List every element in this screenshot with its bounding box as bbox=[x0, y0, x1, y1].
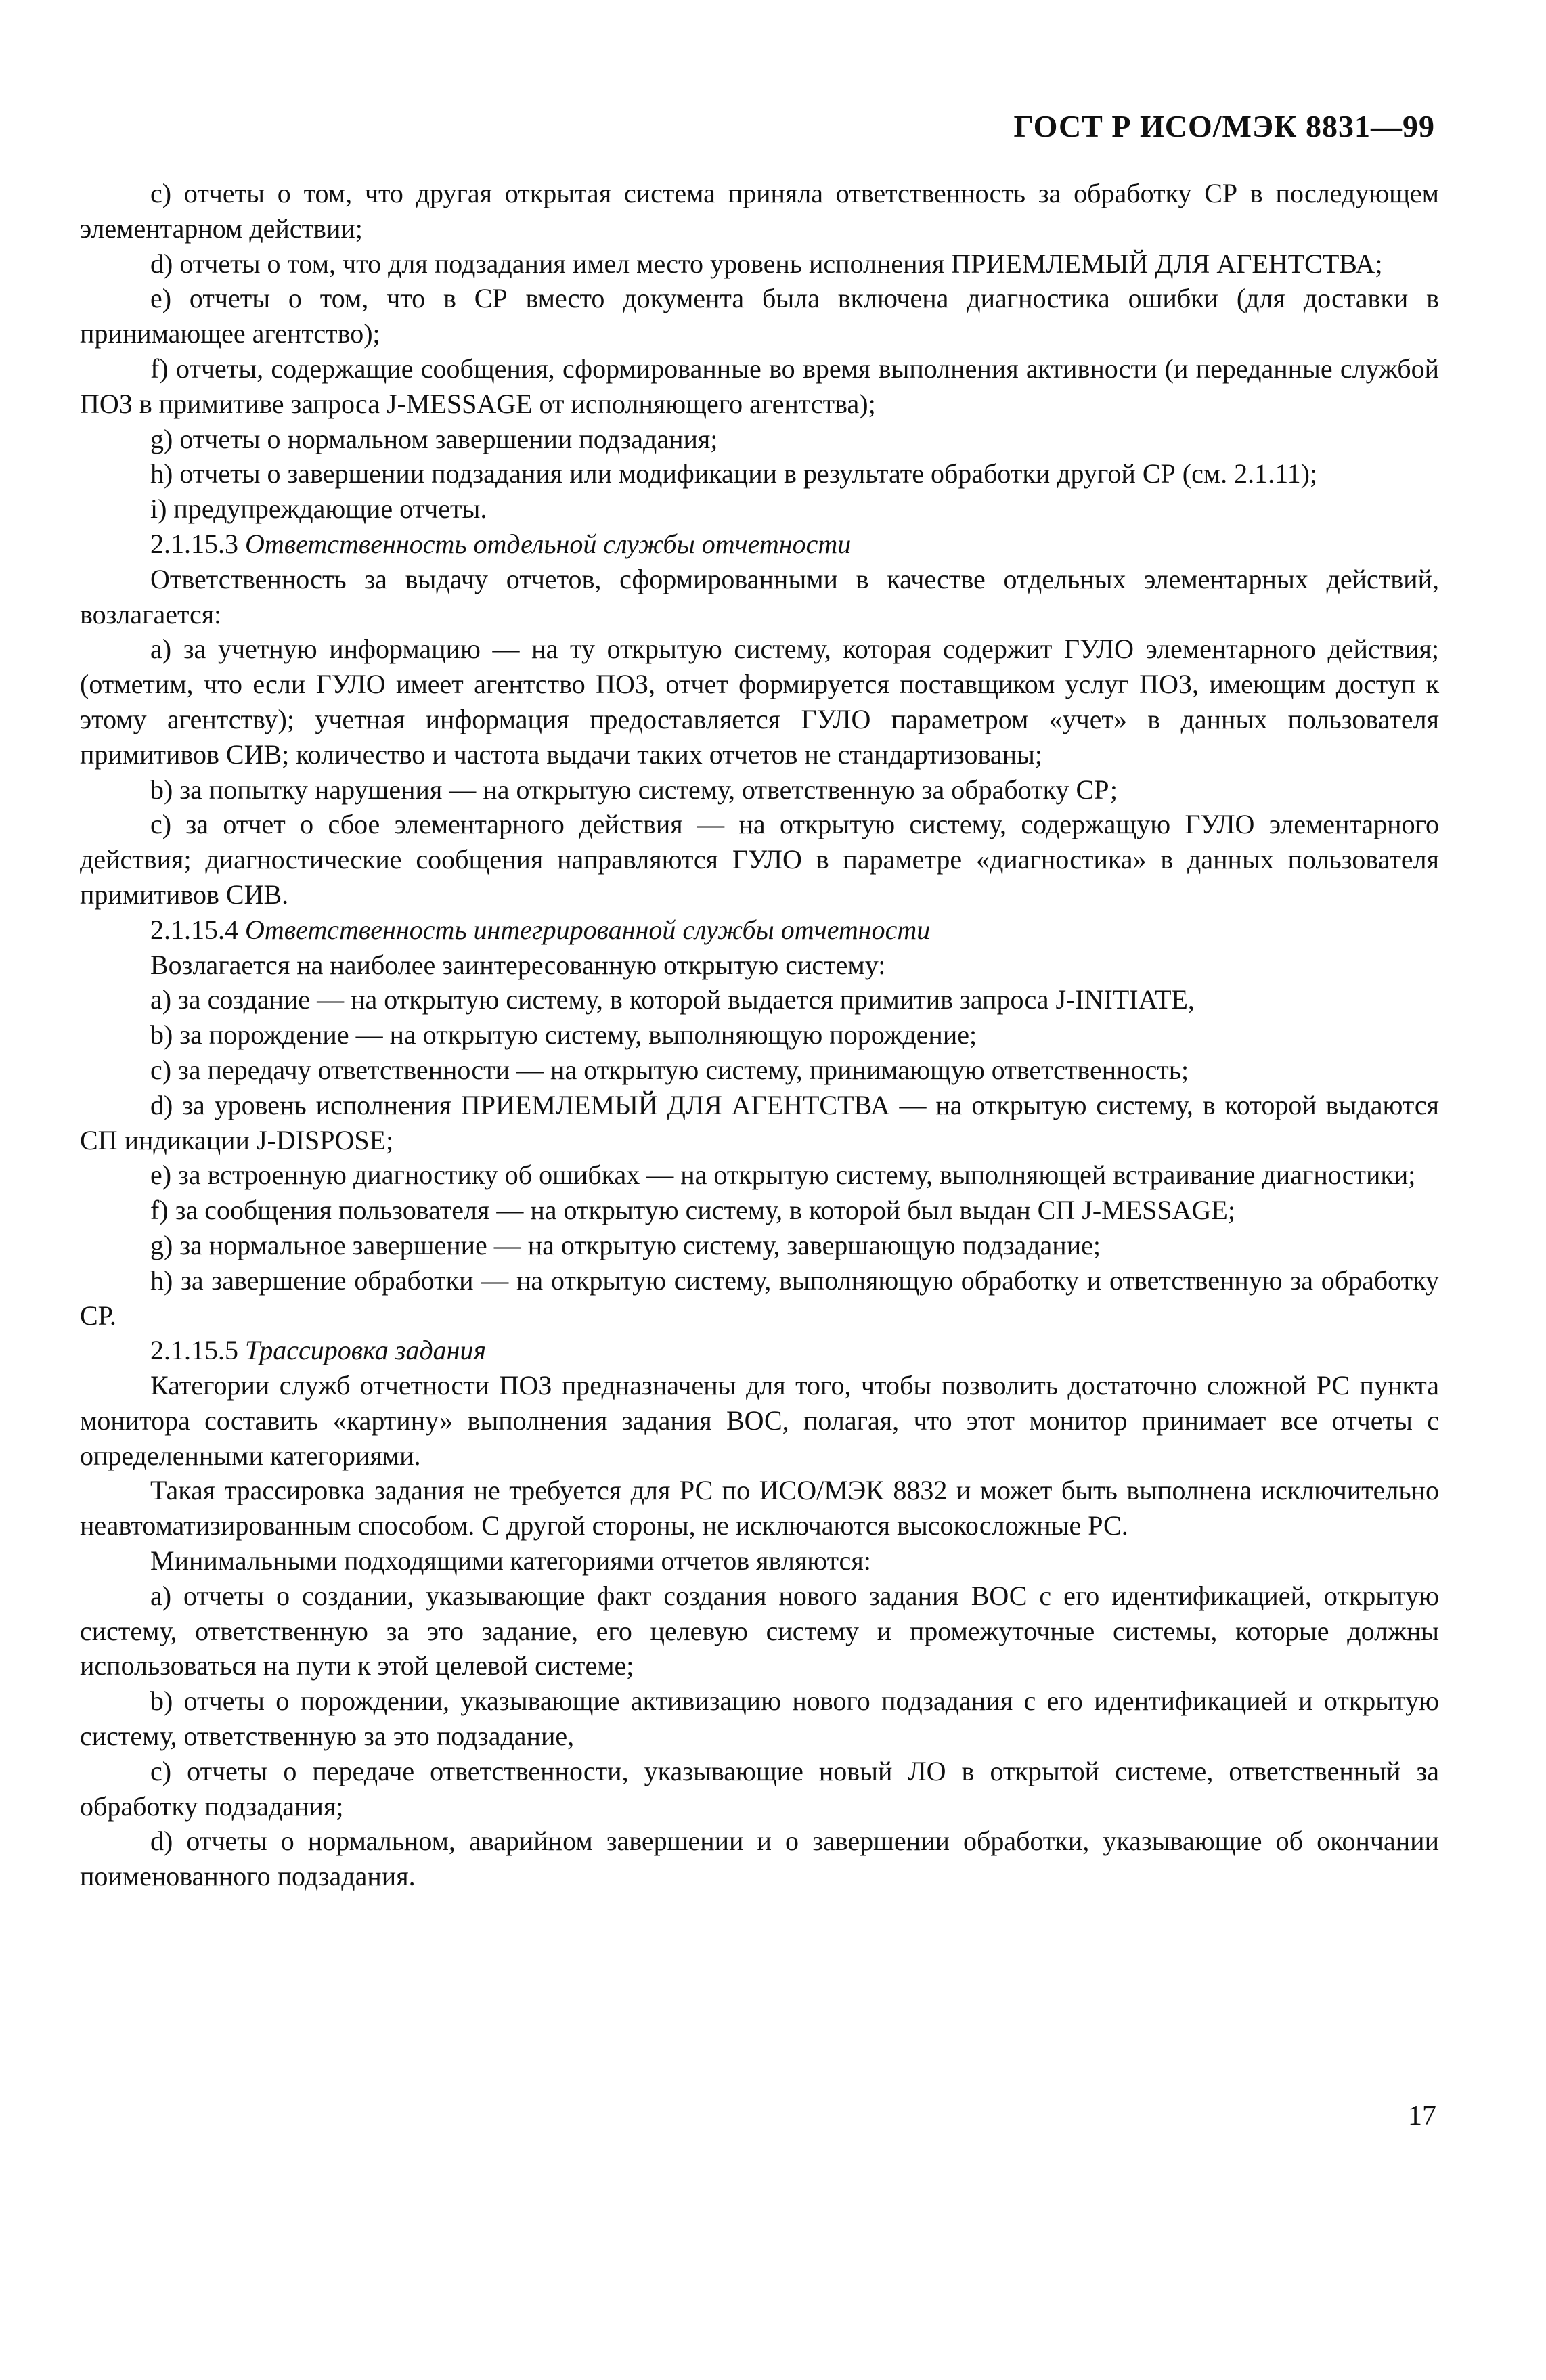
section-heading bbox=[80, 912, 1439, 948]
paragraph: h) отчеты о завершении подзадания или модификации в результате обработки другой СР (см. 2.1.11); bbox=[150, 458, 1318, 489]
paragraph: g) за нормальное завершение — на открытую систему, завершающую подзадание; bbox=[150, 1229, 1101, 1260]
paragraph: d) за уровень исполнения ПРИЕМЛЕМЫЙ ДЛЯ АГЕНТСТВА — на открытую систему, в которой выдаются СП индикации J-DISPOSE; bbox=[80, 1089, 1439, 1155]
paragraph: f) отчеты, содержащие сообщения, сформированные во время выполнения активности (и переданные службой ПОЗ в примитиве запроса J-MESSAGE от исполняющего агентства); bbox=[80, 353, 1439, 419]
paragraph: f) за сообщения пользователя — на открытую систему, в которой был выдан СП J-MESSAGE; bbox=[150, 1195, 1235, 1226]
section-title: Трассировка задания bbox=[245, 1335, 487, 1366]
paragraph: Возлагается на наиболее заинтересованную открытую систему: bbox=[150, 949, 886, 980]
page-header-standard-title: ГОСТ Р ИСО/МЭК 8831—99 bbox=[1013, 109, 1435, 144]
section-title: Ответственность отдельной службы отчетности bbox=[245, 528, 852, 559]
paragraph: h) за завершение обработки — на открытую систему, выполняющую обработку и ответственную за обработку СР. bbox=[80, 1264, 1439, 1331]
section-number: 2.1.15.3 bbox=[150, 528, 238, 559]
body-text bbox=[80, 176, 1439, 1894]
paragraph: b) за попытку нарушения — на открытую систему, ответственную за обработку СР; bbox=[150, 774, 1118, 805]
paragraph: d) отчеты о том, что для подзадания имел место уровень исполнения ПРИЕМЛЕМЫЙ ДЛЯ АГЕНТСТВА; bbox=[150, 248, 1383, 279]
paragraph: b) за порождение — на открытую систему, выполняющую порождение; bbox=[150, 1019, 977, 1051]
paragraph: e) отчеты о том, что в СР вместо документа была включена диагностика ошибки (для доставки в принимающее агентство); bbox=[80, 283, 1439, 349]
section-number: 2.1.15.4 bbox=[150, 914, 238, 945]
section-title: Ответственность интегрированной службы отчетности bbox=[245, 914, 931, 945]
paragraph: a) за учетную информацию — на ту открытую систему, которая содержит ГУЛО элементарного действия; (отметим, что если ГУЛО имеет агентство ПОЗ, отчет формируется поставщиком услуг ПОЗ, имеющим доступ к этому агентству); учетная информация предоставляется ГУЛО параметром «учет» в данных пользователя примитивов СИВ; количество и частота выдачи таких отчетов не стандартизованы; bbox=[80, 634, 1439, 770]
paragraph: c) за передачу ответственности — на открытую систему, принимающую ответственность; bbox=[150, 1054, 1189, 1085]
paragraph: d) отчеты о нормальном, аварийном завершении и о завершении обработки, указывающие об окончании поименованного подзадания. bbox=[80, 1826, 1439, 1892]
paragraph: b) отчеты о порождении, указывающие активизацию нового подзадания с его идентификацией и открытую систему, ответственную за это подзадание, bbox=[80, 1685, 1439, 1752]
paragraph: c) отчеты о том, что другая открытая система приняла ответственность за обработку СР в последующем элементарном действии; bbox=[80, 178, 1439, 244]
paragraph: Ответственность за выдачу отчетов, сформированными в качестве отдельных элементарных действий, возлагается: bbox=[80, 563, 1439, 630]
paragraph: g) отчеты о нормальном завершении подзадания; bbox=[150, 423, 718, 454]
paragraph: e) за встроенную диагностику об ошибках — на открытую систему, выполняющей встраивание диагностики; bbox=[150, 1160, 1416, 1191]
paragraph: i) предупреждающие отчеты. bbox=[150, 493, 487, 525]
paragraph: c) за отчет о сбое элементарного действия — на открытую систему, содержащую ГУЛО элементарного действия; диагностические сообщения направляются ГУЛО в параметре «диагностика» в данных пользователя примитивов СИВ. bbox=[80, 809, 1439, 910]
paragraph: c) отчеты о передаче ответственности, указывающие новый ЛО в открытой системе, ответственный за обработку подзадания; bbox=[80, 1755, 1439, 1822]
paragraph: Категории служб отчетности ПОЗ предназначены для того, чтобы позволить достаточно сложной РС пункта монитора составить «картину» выполнения задания ВОС, полагая, что этот монитор принимает все отчеты с определенными категориями. bbox=[80, 1370, 1439, 1471]
paragraph: Такая трассировка задания не требуется для РС по ИСО/МЭК 8832 и может быть выполнена исключительно неавтоматизированным способом. С другой стороны, не исключаются высокосложные РС. bbox=[80, 1475, 1439, 1541]
paragraph: Минимальными подходящими категориями отчетов являются: bbox=[150, 1545, 871, 1577]
paragraph: a) за создание — на открытую систему, в которой выдается примитив запроса J-INITIATE, bbox=[150, 984, 1195, 1015]
paragraph: a) отчеты о создании, указывающие факт создания нового задания ВОС с его идентификацией, открытую систему, ответственную за это задание, его целевую систему и промежуточные системы, которые должны использоваться на пути к этой целевой системе; bbox=[80, 1580, 1439, 1681]
section-heading bbox=[80, 1333, 1439, 1368]
section-heading bbox=[80, 527, 1439, 562]
page-number: 17 bbox=[1408, 2100, 1436, 2132]
section-number: 2.1.15.5 bbox=[150, 1335, 238, 1366]
